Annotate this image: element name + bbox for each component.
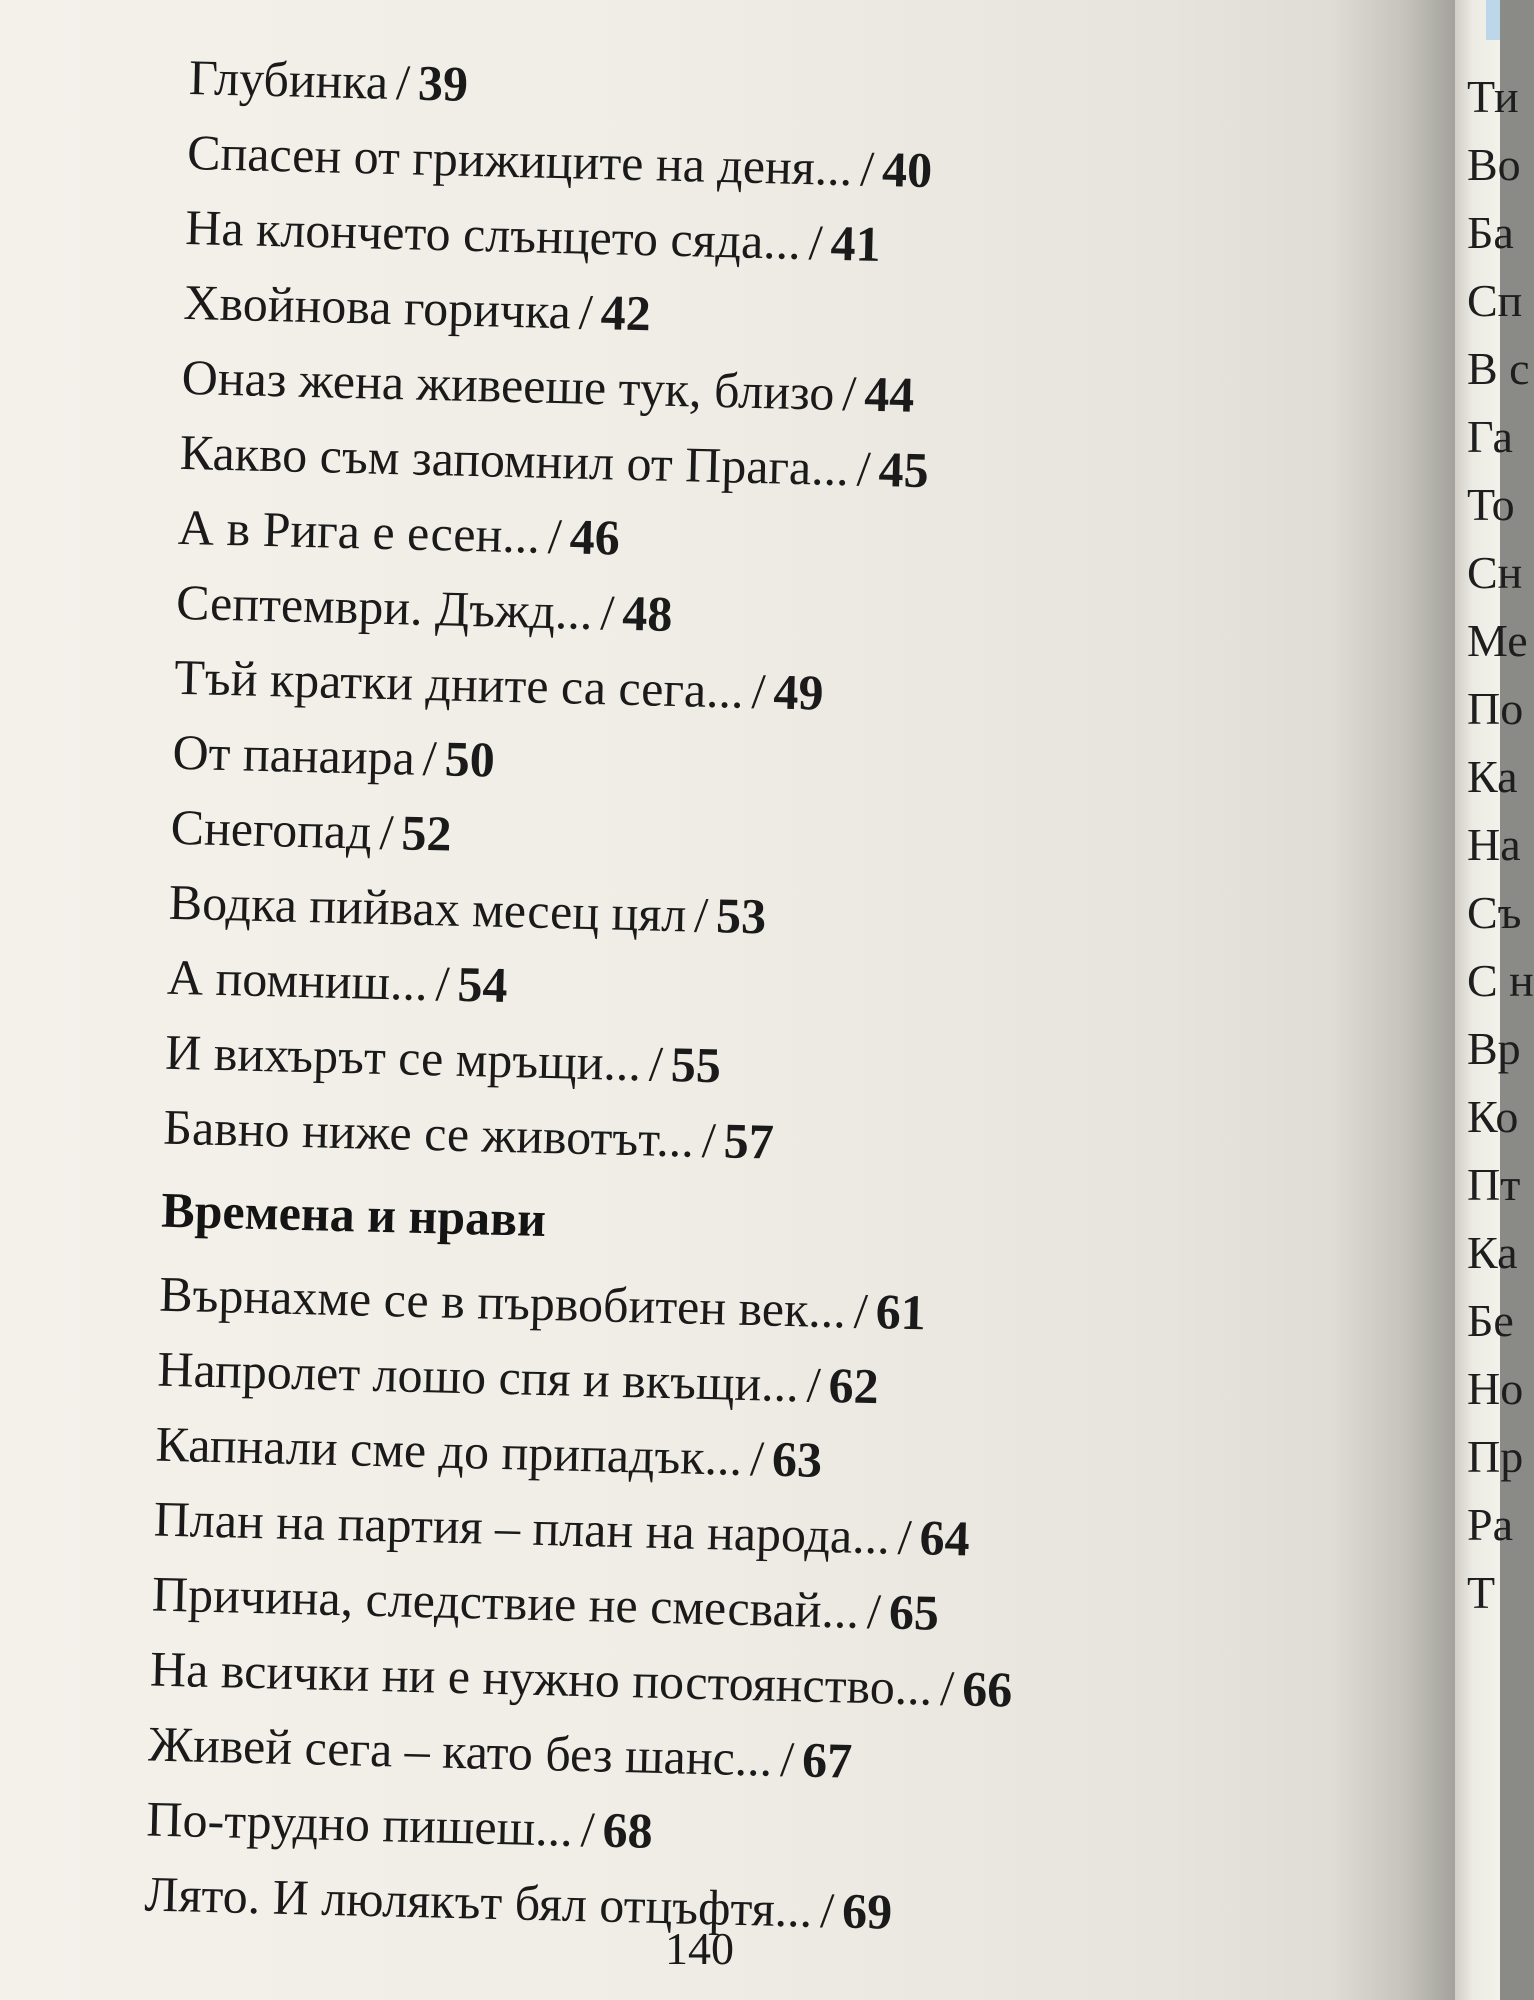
toc-section-1 xyxy=(163,40,1320,1192)
facing-page-fragment: Сн xyxy=(1467,547,1523,598)
toc-entry-separator: / xyxy=(866,1583,882,1640)
facing-page-fragment: Съ xyxy=(1467,887,1522,938)
toc-entry-separator: / xyxy=(841,365,858,422)
toc-entry-page-number: 48 xyxy=(621,584,674,642)
toc-entry-page-number: 54 xyxy=(456,955,509,1014)
spine-shadow xyxy=(1330,0,1455,2000)
toc-entry-separator: / xyxy=(806,1356,822,1413)
toc-entry-page-number: 45 xyxy=(877,440,930,499)
toc-entry-separator: / xyxy=(547,507,563,565)
toc-entry-title: Септември. Дъжд... xyxy=(175,573,594,640)
toc-entry-page-number: 46 xyxy=(569,508,621,566)
facing-page-fragment: Ме xyxy=(1467,615,1528,666)
facing-page-fragment: По xyxy=(1467,683,1524,734)
facing-page-fragment: То xyxy=(1467,479,1515,530)
toc-entry-title: Лято. И люлякът бял отцъфтя... xyxy=(144,1865,813,1938)
toc-entry-page-number: 42 xyxy=(600,284,652,342)
toc-entry-separator: / xyxy=(808,214,824,271)
facing-page-fragment: Ра xyxy=(1467,1499,1513,1550)
toc-entry-separator: / xyxy=(395,54,411,111)
toc-entry-title: И вихърът се мръщи... xyxy=(164,1023,642,1092)
toc-entry-title: Оназ жена живееше тук, близо xyxy=(181,348,836,421)
facing-page-fragment: Га xyxy=(1467,411,1513,462)
toc-entry-separator: / xyxy=(853,1282,869,1339)
toc-entry-page-number: 49 xyxy=(772,663,825,721)
toc-entry-title: Хвойнова горичка xyxy=(182,273,572,340)
toc-section-2 xyxy=(144,1257,1290,1959)
facing-page-fragment: На xyxy=(1467,819,1521,870)
toc-entry-page-number: 57 xyxy=(723,1112,775,1170)
facing-page-corner xyxy=(1486,0,1500,40)
facing-page-fragment: Ба xyxy=(1467,207,1514,258)
toc-entry-separator: / xyxy=(939,1659,955,1717)
toc-entry-page-number: 68 xyxy=(601,1801,654,1859)
toc-entry-page-number: 69 xyxy=(841,1882,893,1940)
toc-entry-title: Какво съм запомнил от Прага... xyxy=(179,423,850,497)
facing-page-fragment: Сп xyxy=(1467,275,1523,326)
toc-entry-title: Бавно ниже се животът... xyxy=(162,1098,695,1168)
toc-entry-title: Спасен от грижиците на деня... xyxy=(186,123,853,197)
toc-entry-title: Причина, следствие не смесвай... xyxy=(151,1565,860,1639)
toc-entry-separator: / xyxy=(779,1730,795,1788)
toc-entry-separator: / xyxy=(648,1035,664,1092)
facing-page-fragment: Пт xyxy=(1467,1159,1521,1210)
facing-page-fragment: В с xyxy=(1467,343,1530,394)
toc-entry-title: Водка пийвах месец цял xyxy=(168,873,688,943)
toc-entry-separator: / xyxy=(599,584,616,641)
toc-entry-title: Капнали сме до припадък... xyxy=(155,1415,743,1486)
toc-entry-title: На клончето слънцето сяда... xyxy=(184,198,802,270)
facing-page-fragment: Ти xyxy=(1467,71,1519,122)
toc-entry-page-number: 64 xyxy=(918,1509,971,1567)
toc-entry-separator: / xyxy=(897,1508,913,1566)
toc-entry-separator: / xyxy=(749,1430,765,1487)
toc-entry-page-number: 62 xyxy=(827,1357,880,1415)
toc-entry-title: По-трудно пишеш... xyxy=(145,1790,574,1857)
toc-entry-separator: / xyxy=(693,886,709,943)
toc-entry-title: А помниш... xyxy=(166,948,429,1012)
facing-page-fragment: Т xyxy=(1467,1567,1496,1618)
toc-entry-title: План на партия – план на народа... xyxy=(153,1490,891,1565)
toc-entry-title: Живей сега – като без шанс... xyxy=(147,1715,773,1787)
facing-page-fragment: Пр xyxy=(1467,1431,1524,1482)
toc-entry-title: Снегопад xyxy=(170,798,373,860)
toc-entry-page-number: 63 xyxy=(771,1430,823,1488)
toc-entry-title: Напролет лошо спя и вкъщи... xyxy=(156,1340,800,1413)
facing-page-fragment: Ка xyxy=(1467,751,1518,802)
toc-entry-separator: / xyxy=(856,440,872,497)
toc-entry-page-number: 52 xyxy=(400,804,453,862)
toc-entry-page-number: 53 xyxy=(715,887,767,945)
toc-entry-page-number: 55 xyxy=(670,1036,722,1094)
facing-page-fragment: Ко xyxy=(1467,1091,1519,1142)
facing-page-fragment: Во xyxy=(1467,139,1521,190)
facing-page-fragment: Бе xyxy=(1467,1295,1514,1346)
toc-entry-page-number: 66 xyxy=(961,1660,1013,1718)
toc-entry-separator: / xyxy=(578,283,594,340)
facing-page-fragment: Ка xyxy=(1467,1227,1518,1278)
toc-entry-title: Глубинка xyxy=(188,48,389,110)
toc-entry-separator: / xyxy=(580,1801,596,1858)
toc-entry-separator: / xyxy=(701,1111,717,1169)
table-of-contents xyxy=(144,40,1320,1959)
toc-entry-separator: / xyxy=(422,729,438,787)
toc-entry-separator: / xyxy=(819,1881,835,1939)
toc-entry-title: А в Рига е есен... xyxy=(177,498,541,564)
toc-entry-page-number: 41 xyxy=(830,214,882,272)
toc-entry-title: Върнахме се в първобитен век... xyxy=(158,1265,847,1339)
toc-entry-title: От панаира xyxy=(171,723,416,786)
toc-entry-title: Тъй кратки дните са сега... xyxy=(173,648,745,719)
facing-page-fragment: Но xyxy=(1467,1363,1524,1414)
toc-entry-page-number: 40 xyxy=(881,140,933,199)
toc-entry-page-number: 44 xyxy=(863,365,916,423)
facing-page-edge xyxy=(1455,0,1534,2000)
facing-page-fragment: Вр xyxy=(1467,1023,1521,1074)
toc-entry-separator: / xyxy=(378,803,395,861)
toc-entry-page-number: 65 xyxy=(888,1583,940,1641)
toc-entry-separator: / xyxy=(751,662,767,720)
toc-entry-page-number: 39 xyxy=(417,54,469,112)
facing-page-fragment: С н xyxy=(1467,955,1534,1006)
toc-entry-separator: / xyxy=(859,140,875,197)
toc-entry-title: На всички ни е нужно постоянство... xyxy=(149,1640,934,1716)
toc-entry-separator: / xyxy=(434,955,451,1012)
section-heading: Времена и нрави xyxy=(160,1181,547,1248)
toc-entry-page-number: 67 xyxy=(801,1731,853,1789)
toc-entry-page-number: 61 xyxy=(875,1283,927,1341)
page-number: 140 xyxy=(665,1923,734,1974)
toc-entry-page-number: 50 xyxy=(444,730,496,788)
